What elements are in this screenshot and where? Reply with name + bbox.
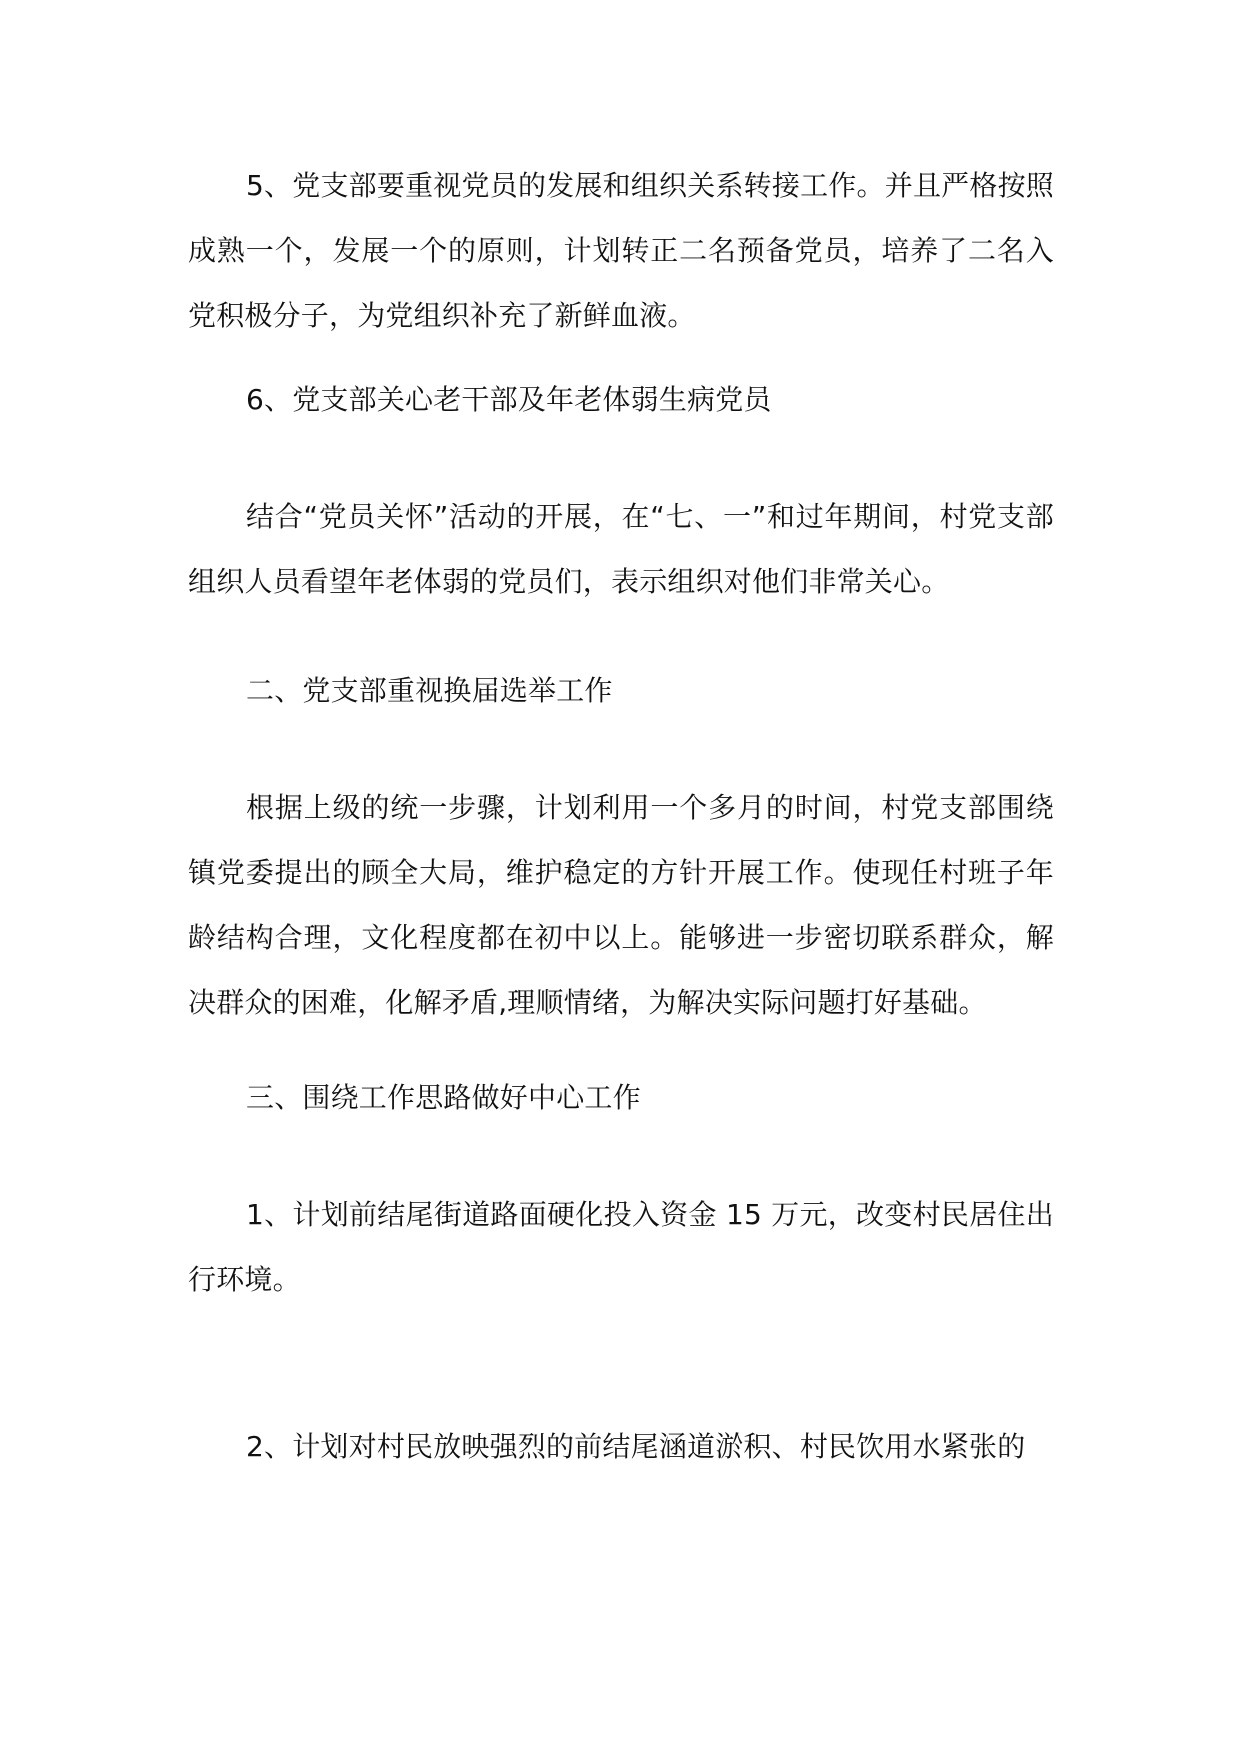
paragraph-election-details: 根据上级的统一步骤，计划利用一个多月的时间，村党支部围绕镇党委提出的顾全大局，维护稳定的方针开展工作。使现任村班子年龄结构合理，文化程度都在初中以上。能够进一步密切联系群众，解决群众的困难，化解矛盾,理顺情绪，为解决实际问题打好基础。 [188, 791, 1054, 1019]
paragraph-culvert-water: 2、计划对村民放映强烈的前结尾涵道淤积、村民饮用水紧张的 [246, 1430, 1026, 1463]
heading-central-work: 三、围绕工作思路做好中心工作 [246, 1081, 641, 1114]
paragraph-road-hardening: 1、计划前结尾街道路面硬化投入资金 15 万元，改变村民居住出行环境。 [188, 1198, 1054, 1296]
paragraph-party-member-development: 5、党支部要重视党员的发展和组织关系转接工作。并且严格按照成熟一个，发展一个的原则，计划转正二名预备党员，培养了二名入党积极分子，为党组织补充了新鲜血液。 [188, 169, 1054, 332]
heading-election-work: 二、党支部重视换届选举工作 [246, 674, 613, 707]
paragraph-member-care-activity: 结合“党员关怀”活动的开展，在“七、一”和过年期间，村党支部组织人员看望年老体弱的党员们，表示组织对他们非常关心。 [188, 500, 1054, 598]
heading-care-elderly-members: 6、党支部关心老干部及年老体弱生病党员 [246, 383, 772, 416]
